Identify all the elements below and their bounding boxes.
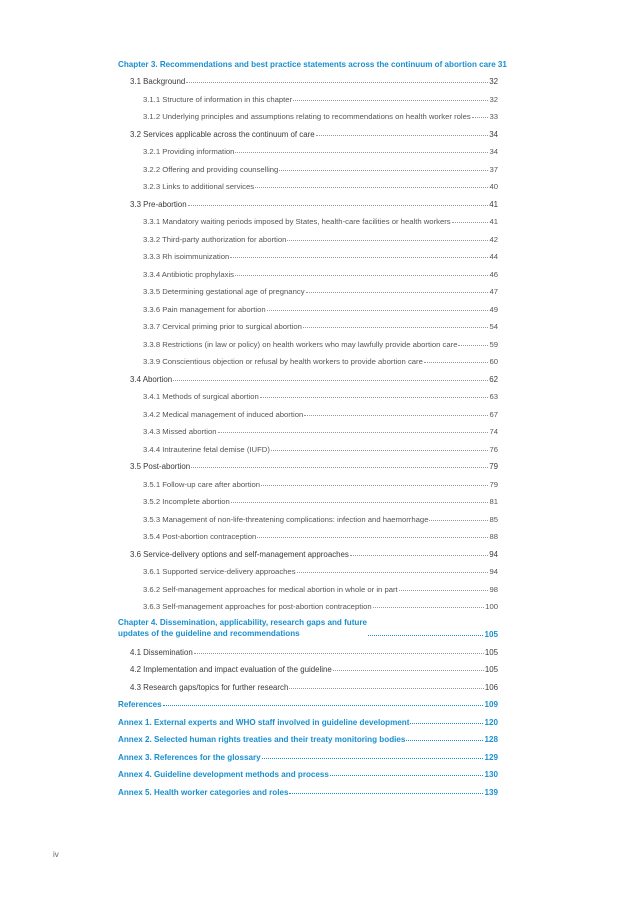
dot-leader (287, 234, 488, 241)
toc-entry-3-4-3[interactable] (118, 419, 498, 437)
toc-entry-3-5-4[interactable] (118, 524, 498, 542)
toc-entry-3-4-2[interactable] (118, 401, 498, 419)
toc-entry-title: 3.5.4 Post-abortion contraception (143, 532, 257, 541)
dot-leader (289, 682, 483, 689)
toc-entry-page: 46 (489, 269, 498, 279)
toc-entry-title-line-2: updates of the guideline and recommendations (118, 628, 300, 638)
dot-leader (406, 734, 483, 741)
toc-entry-3-3-1[interactable] (118, 209, 498, 227)
toc-entry-3-6-2[interactable] (118, 576, 498, 594)
toc-entry-title: 3.3.3 Rh isoimmunization (143, 252, 230, 261)
toc-entry-title: 3.5.2 Incomplete abortion (143, 497, 230, 506)
toc-entry-page: 33 (489, 112, 498, 121)
toc-entry-title: References (118, 700, 162, 709)
toc-entry-4-3[interactable] (118, 674, 498, 692)
toc-entry-page: 109 (484, 700, 498, 709)
toc-entry-page: 94 (489, 567, 498, 576)
toc-entry-3-3-6[interactable] (118, 296, 498, 314)
toc-entry-page: 105 (484, 647, 498, 657)
dot-leader (218, 426, 489, 433)
toc-entry-title: 3.6.3 Self-management approaches for post-abortion contraception (143, 602, 372, 611)
toc-entry-title: 3.3.6 Pain management for abortion (143, 304, 266, 314)
toc-entry-title: 3.5.1 Follow-up care after abortion (143, 479, 261, 489)
toc-entry-page: 105 (484, 665, 498, 674)
toc-entry-page: 32 (489, 94, 498, 104)
toc-entry-title: 3.1.1 Structure of information in this chapter (143, 94, 293, 104)
toc-entry-title: 3.3.2 Third-party authorization for abortion (143, 234, 287, 244)
toc-entry-title: 3.6.1 Supported service-delivery approaches (143, 567, 296, 576)
toc-entry-3-3-2[interactable] (118, 226, 498, 244)
toc-entry-title: 3.3.1 Mandatory waiting periods imposed by States, health-care facilities or health workers (143, 217, 451, 226)
toc-entry-chapter-4[interactable] (118, 611, 498, 639)
toc-entry-page: 94 (489, 549, 498, 559)
toc-entry-title: 3.1 Background (130, 77, 186, 86)
dot-leader (231, 496, 489, 503)
toc-entry-3-4-1[interactable] (118, 384, 498, 402)
toc-entry-chapter-3[interactable] (118, 51, 507, 69)
toc-entry-annex-4[interactable] (118, 762, 498, 780)
dot-leader (188, 199, 489, 206)
toc-entry-title: 3.3.4 Antibiotic prophylaxis (143, 269, 235, 279)
toc-entry-3-3[interactable] (118, 191, 498, 209)
toc-entry-3-5-1[interactable] (118, 471, 498, 489)
toc-entry-3-6-1[interactable] (118, 559, 498, 577)
toc-entry-page: 79 (489, 462, 498, 471)
toc-entry-title: 3.4.2 Medical management of induced abortion (143, 409, 304, 419)
toc-entry-page: 34 (489, 147, 498, 156)
toc-entry-3-4-4[interactable] (118, 436, 498, 454)
toc-entry-4-1[interactable] (118, 639, 498, 657)
toc-entry-page: 59 (489, 339, 498, 349)
toc-entry-page: 85 (489, 514, 498, 524)
dot-leader (316, 129, 489, 136)
toc-entry-page: 100 (485, 602, 498, 611)
toc-entry-page: 31 (497, 59, 507, 69)
toc-entry-3-3-5[interactable] (118, 279, 498, 297)
toc-entry-title: 3.3.8 Restrictions (in law or policy) on health workers who may lawfully provide abortion care (143, 339, 458, 349)
toc-entry-3-2-1[interactable] (118, 139, 498, 157)
toc-entry-4-2[interactable] (118, 657, 498, 675)
toc-entry-page: 81 (489, 497, 498, 506)
dot-leader (279, 164, 488, 171)
toc-entry-page: 98 (489, 584, 498, 594)
dot-leader (429, 514, 488, 521)
toc-entry-title: 3.6.2 Self-management approaches for medical abortion in whole or in part (143, 584, 398, 594)
toc-entry-page: 41 (489, 217, 498, 226)
dot-leader (235, 269, 488, 276)
toc-entry-annex-5[interactable] (118, 779, 498, 797)
toc-entry-title: 3.3 Pre-abortion (130, 199, 187, 209)
dot-leader (399, 584, 489, 591)
dot-leader (255, 181, 488, 188)
toc-entry-title: 3.4.4 Intrauterine fetal demise (IUFD) (143, 444, 270, 454)
toc-entry-title: 3.3.7 Cervical priming prior to surgical abortion (143, 322, 302, 331)
toc-entry-title (118, 618, 367, 639)
toc-entry-page: 60 (489, 357, 498, 366)
page-number: iv (53, 850, 59, 859)
toc-entry-page: 63 (489, 392, 498, 401)
dot-leader (350, 549, 488, 556)
toc-entry-title: Annex 2. Selected human rights treaties and their treaty monitoring bodies (118, 735, 406, 744)
toc-entry-page: 37 (489, 164, 498, 174)
dot-leader (271, 444, 489, 451)
toc-entry-page: 88 (489, 532, 498, 541)
toc-entry-title: 3.4.3 Missed abortion (143, 427, 217, 436)
dot-leader (262, 752, 484, 759)
toc-entry-3-2-2[interactable] (118, 156, 498, 174)
toc-entry-page: 49 (489, 304, 498, 314)
toc-entry-title-line-1: Chapter 4. Dissemination, applicability, research gaps and future (118, 618, 368, 627)
toc-entry-page: 40 (489, 182, 498, 191)
dot-leader (424, 356, 489, 363)
toc-entry-3-2[interactable] (118, 121, 498, 139)
toc-entry-page: 47 (489, 287, 498, 296)
toc-entry-title: Annex 5. Health worker categories and roles (118, 787, 289, 797)
toc-entry-3-3-3[interactable] (118, 244, 498, 262)
toc-entry-3-3-9[interactable] (118, 349, 498, 367)
dot-leader (257, 531, 488, 538)
toc-entry-page: 42 (489, 234, 498, 244)
toc-entry-title: 3.6 Service-delivery options and self-management approaches (130, 549, 349, 559)
dot-leader (293, 94, 488, 101)
toc-entry-title: 3.1.2 Underlying principles and assumptions relating to recommendations on health worker roles (143, 112, 471, 121)
toc-entry-annex-2[interactable] (118, 727, 498, 745)
toc-entry-page: 32 (489, 77, 498, 86)
toc-entry-page: 44 (489, 252, 498, 261)
toc-entry-references[interactable] (118, 692, 498, 710)
dot-leader (306, 286, 489, 293)
dot-leader (173, 374, 488, 381)
dot-leader (368, 629, 483, 636)
toc-entry-page: 120 (484, 717, 498, 727)
dot-leader (410, 717, 483, 724)
toc-entry-page: 129 (484, 752, 498, 762)
toc-entry-title: Annex 3. References for the glossary (118, 752, 261, 762)
dot-leader (267, 304, 489, 311)
toc-entry-title: 3.3.5 Determining gestational age of pregnancy (143, 287, 305, 296)
toc-entry-3-3-4[interactable] (118, 261, 498, 279)
dot-leader (289, 787, 483, 794)
toc-entry-title: 3.2.2 Offering and providing counselling (143, 164, 279, 174)
dot-leader (260, 391, 489, 398)
toc-entry-3-5[interactable] (118, 454, 498, 472)
dot-leader (235, 146, 488, 153)
toc-entry-page: 79 (489, 479, 498, 489)
dot-leader (191, 461, 488, 468)
toc-entry-page: 76 (489, 444, 498, 454)
table-of-contents (118, 51, 507, 797)
dot-leader (194, 647, 484, 654)
toc-entry-3-1-2[interactable] (118, 104, 498, 122)
toc-entry-annex-1[interactable] (118, 709, 498, 727)
toc-entry-title: 4.3 Research gaps/topics for further research (130, 682, 289, 692)
toc-entry-3-3-7[interactable] (118, 314, 498, 332)
toc-entry-title: 4.2 Implementation and impact evaluation of the guideline (130, 665, 332, 674)
toc-entry-3-3-8[interactable] (118, 331, 498, 349)
toc-entry-title: Annex 4. Guideline development methods and process (118, 770, 329, 779)
toc-entry-annex-3[interactable] (118, 744, 498, 762)
toc-entry-3-6-3[interactable] (118, 594, 498, 612)
toc-entry-title: 4.1 Dissemination (130, 647, 193, 657)
dot-leader (261, 479, 488, 486)
toc-entry-3-1[interactable] (118, 69, 498, 87)
dot-leader (304, 409, 488, 416)
toc-entry-title: 3.5.3 Management of non-life-threatening complications: infection and haemorrhage (143, 514, 429, 524)
toc-entry-3-1-1[interactable] (118, 86, 498, 104)
toc-entry-page: 34 (489, 129, 498, 139)
toc-entry-3-5-3[interactable] (118, 506, 498, 524)
toc-entry-page: 62 (489, 374, 498, 384)
dot-leader (458, 339, 488, 346)
toc-entry-title: 3.3.9 Conscientious objection or refusal by health workers to provide abortion care (143, 357, 423, 366)
toc-entry-page: 74 (489, 427, 498, 436)
toc-entry-title: 3.4 Abortion (130, 374, 173, 384)
dot-leader (186, 76, 488, 83)
toc-entry-3-2-3[interactable] (118, 174, 498, 192)
dot-leader (297, 566, 489, 573)
toc-entry-page: 128 (484, 735, 498, 744)
toc-entry-title: 3.2 Services applicable across the continuum of care (130, 129, 315, 139)
toc-entry-page: 106 (484, 682, 498, 692)
toc-entry-page: 41 (489, 199, 498, 209)
toc-entry-title: 3.2.3 Links to additional services (143, 182, 255, 191)
dot-leader (333, 664, 484, 671)
dot-leader (163, 699, 484, 706)
toc-entry-page: 54 (489, 322, 498, 331)
toc-entry-page: 67 (489, 409, 498, 419)
toc-entry-title: 3.5 Post-abortion (130, 462, 191, 471)
dot-leader (472, 111, 489, 118)
dot-leader (373, 601, 485, 608)
toc-entry-3-5-2[interactable] (118, 489, 498, 507)
dot-leader (330, 769, 484, 776)
toc-entry-title: Chapter 3. Recommendations and best practice statements across the continuum of abortion care (118, 59, 496, 69)
toc-entry-title: Annex 1. External experts and WHO staff involved in guideline development (118, 717, 410, 727)
toc-entry-page: 105 (484, 630, 498, 639)
toc-entry-title: 3.2.1 Providing information (143, 147, 235, 156)
toc-entry-title: 3.4.1 Methods of surgical abortion (143, 392, 259, 401)
dot-leader (452, 216, 489, 223)
toc-entry-page: 130 (484, 770, 498, 779)
dot-leader (303, 321, 488, 328)
dot-leader (230, 251, 488, 258)
toc-entry-page: 139 (484, 787, 498, 797)
toc-entry-3-6[interactable] (118, 541, 498, 559)
toc-entry-3-4[interactable] (118, 366, 498, 384)
